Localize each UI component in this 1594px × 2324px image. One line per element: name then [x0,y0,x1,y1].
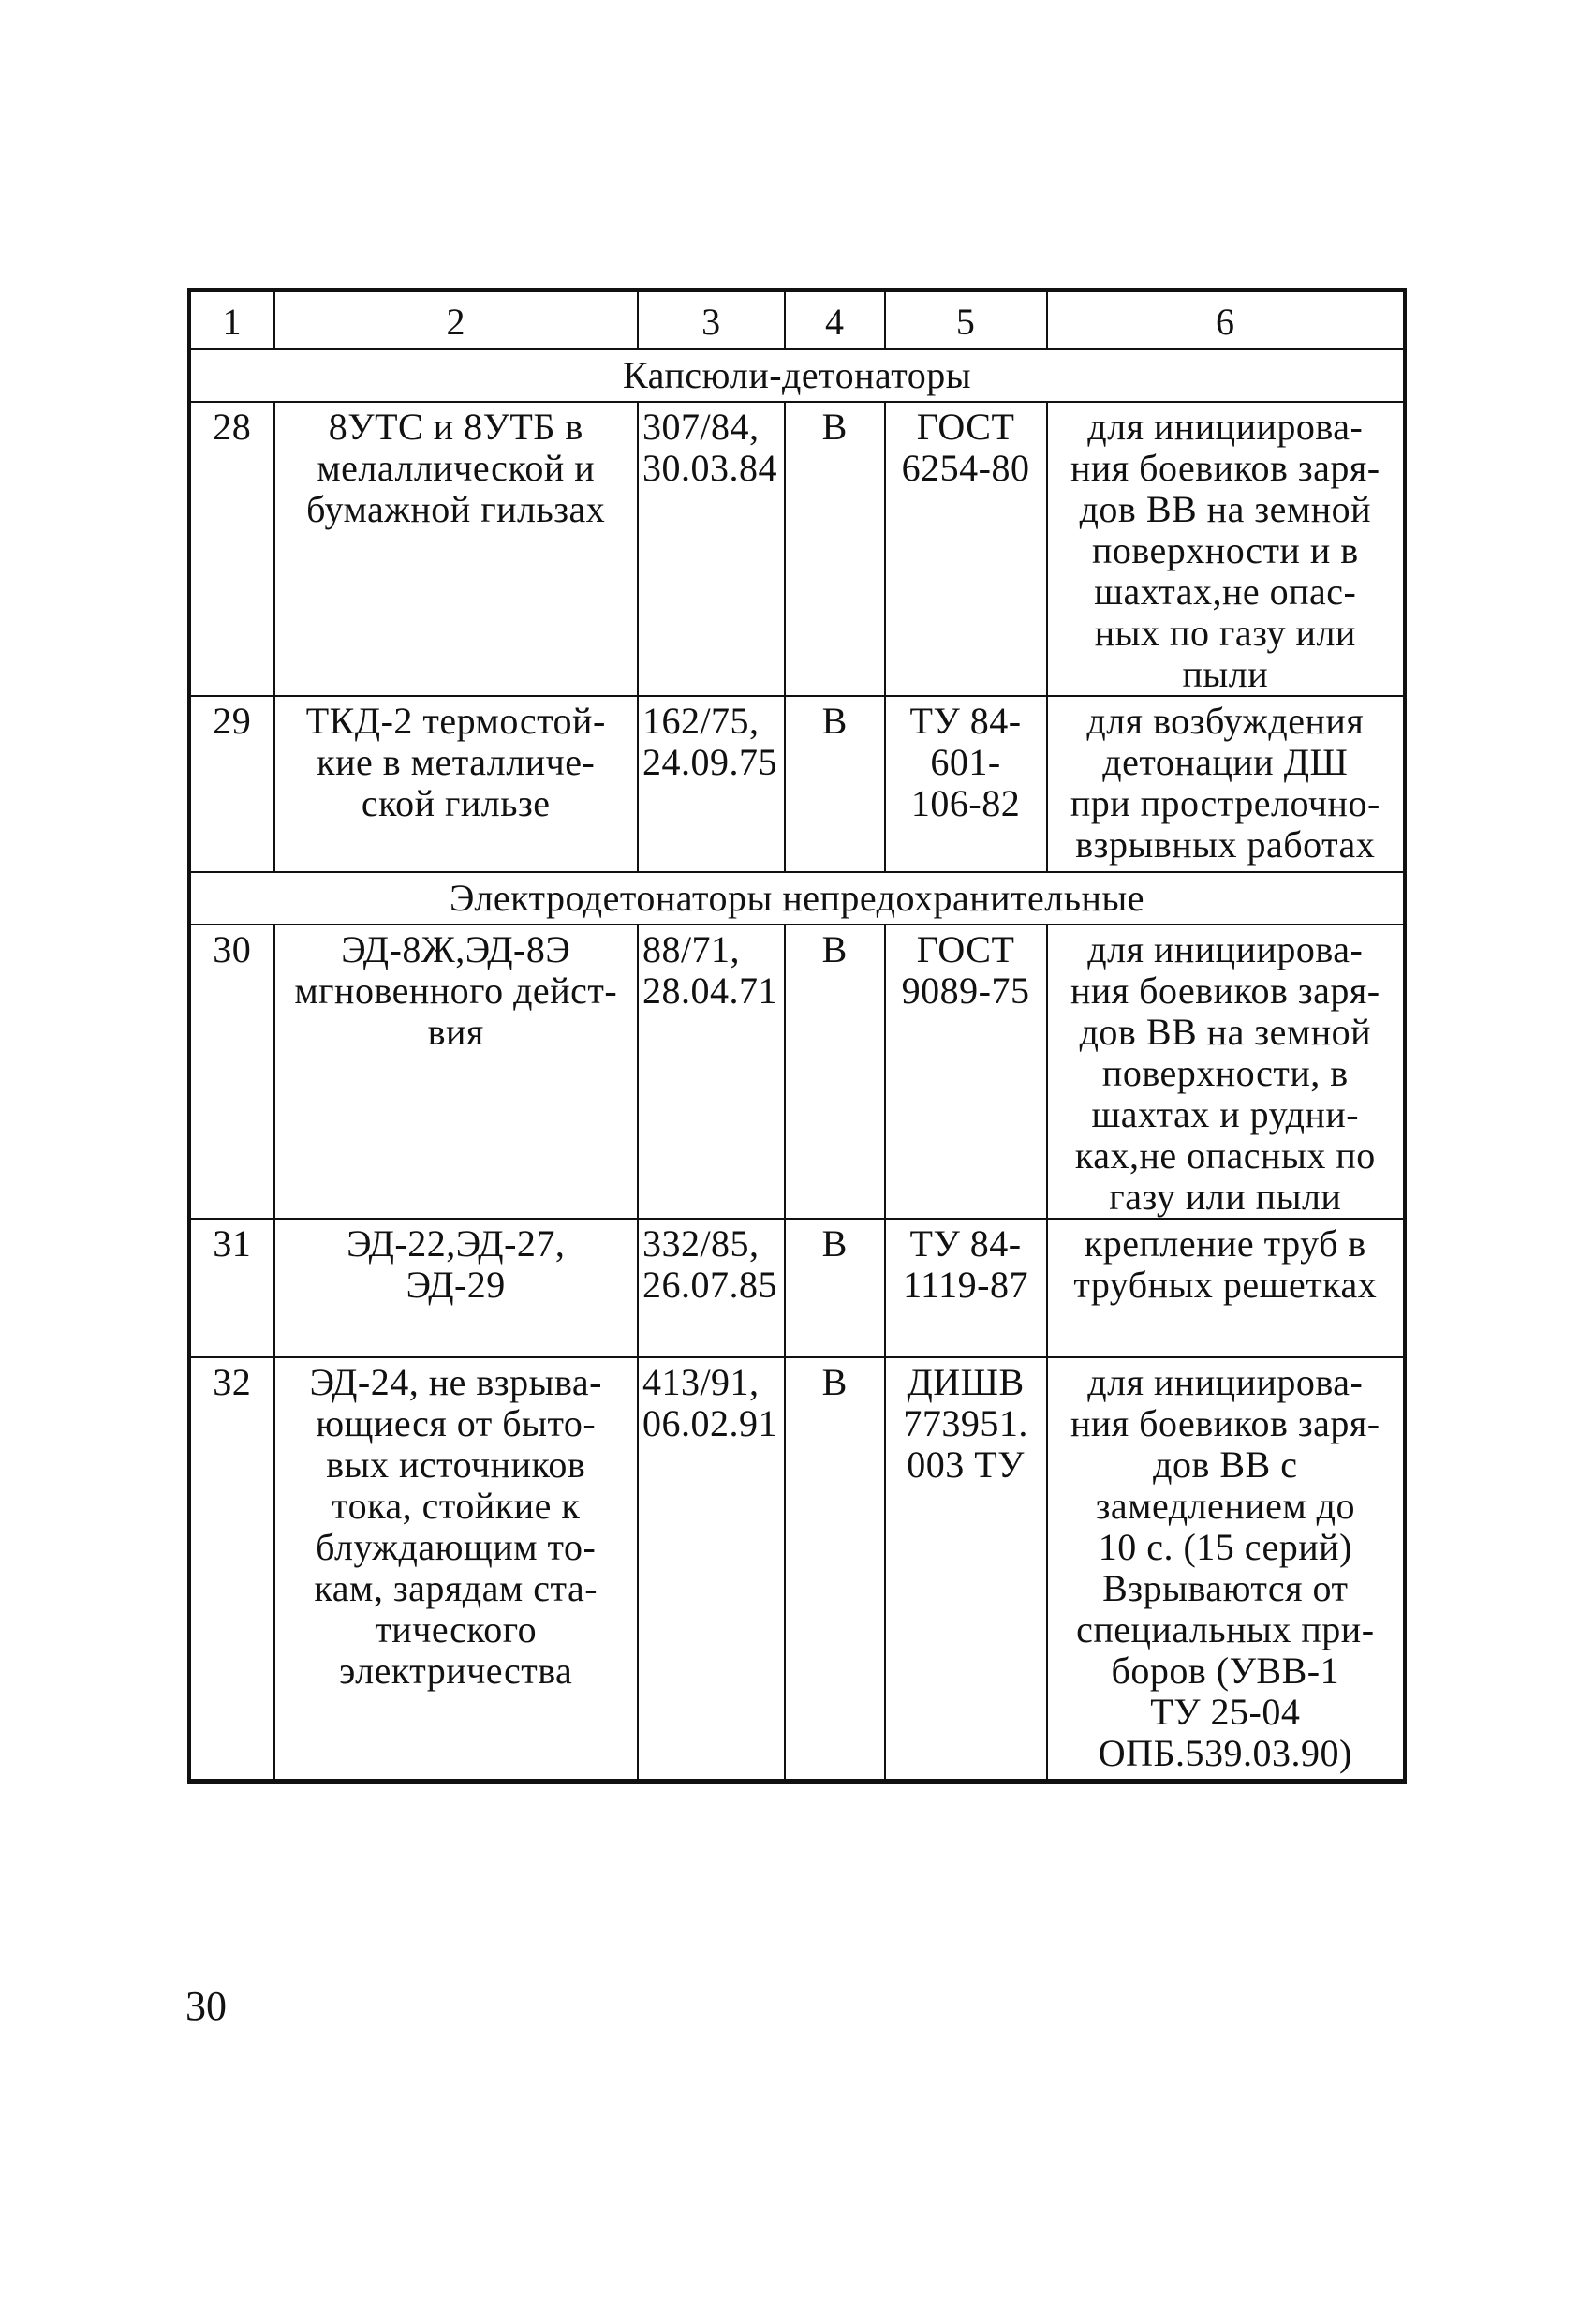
class-code: В [785,1357,885,1781]
row-number: 28 [189,402,274,696]
class-code: В [785,696,885,872]
purpose: для инициирова- ния боевиков заря- дов ВВ с замедлением до 10 с. (15 серий) Взрываются от специальных при- боров (УВВ-1 ТУ 25-04 ОПБ.539.03.90) [1047,1357,1405,1781]
class-code: В [785,1219,885,1357]
table-row [189,925,1405,1219]
item-name: ЭД-24, не взрыва- ющиеся от быто- вых источников тока, стойкие к блуждающим то- кам, зарядам ста- тического электричества [274,1357,638,1781]
section-header-row [189,349,1405,402]
column-number-row [189,290,1405,350]
permit-number: 162/75, 24.09.75 [638,696,785,872]
column-number: 2 [274,290,638,350]
item-name: 8УТС и 8УТБ в мелаллической и бумажной гильзах [274,402,638,696]
permit-number: 413/91, 06.02.91 [638,1357,785,1781]
column-number: 5 [885,290,1047,350]
table-row [189,1219,1405,1357]
permit-number: 88/71, 28.04.71 [638,925,785,1219]
explosives-table [187,288,1407,1784]
column-number: 4 [785,290,885,350]
item-name: ЭД-22,ЭД-27, ЭД-29 [274,1219,638,1357]
row-number: 30 [189,925,274,1219]
standard-doc: ГОСТ 9089-75 [885,925,1047,1219]
table-row [189,696,1405,872]
item-name: ЭД-8Ж,ЭД-8Э мгновенного дейст- вия [274,925,638,1219]
standard-doc: ТУ 84- 1119-87 [885,1219,1047,1357]
column-number: 3 [638,290,785,350]
standard-doc: ГОСТ 6254-80 [885,402,1047,696]
purpose: для инициирова- ния боевиков заря- дов ВВ на земной поверхности и в шахтах,не опас- ных по газу или пыли [1047,402,1405,696]
column-number: 1 [189,290,274,350]
column-number: 6 [1047,290,1405,350]
section-title: Электродетонаторы непредохранительные [189,872,1405,925]
purpose: для возбуждения детонации ДШ при прострелочно- взрывных работах [1047,696,1405,872]
permit-number: 307/84, 30.03.84 [638,402,785,696]
permit-number: 332/85, 26.07.85 [638,1219,785,1357]
item-name: ТКД-2 термостой- кие в металличе- ской гильзе [274,696,638,872]
row-number: 32 [189,1357,274,1781]
class-code: В [785,402,885,696]
table-row [189,1357,1405,1781]
standard-doc: ДИШВ 773951. 003 ТУ [885,1357,1047,1781]
row-number: 29 [189,696,274,872]
row-number: 31 [189,1219,274,1357]
page-number: 30 [185,1983,227,2029]
section-title: Капсюли-детонаторы [189,349,1405,402]
class-code: В [785,925,885,1219]
purpose: для инициирова- ния боевиков заря- дов ВВ на земной поверхности, в шахтах и рудни- ках,не опасных по газу или пыли [1047,925,1405,1219]
table-row [189,402,1405,696]
section-header-row [189,872,1405,925]
standard-doc: ТУ 84- 601- 106-82 [885,696,1047,872]
purpose: крепление труб в трубных решетках [1047,1219,1405,1357]
